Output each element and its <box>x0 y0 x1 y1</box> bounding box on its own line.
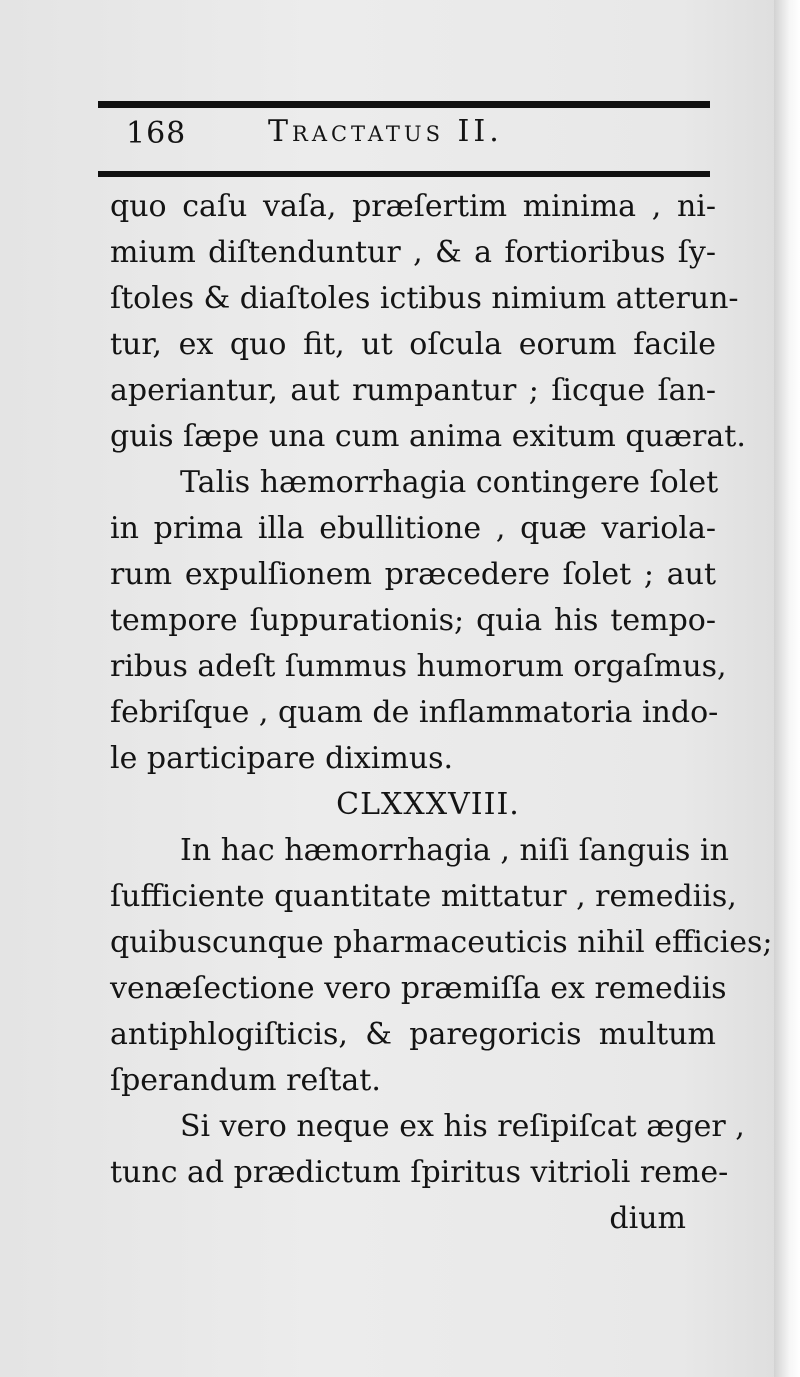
section-heading: CLXXXVIII. <box>336 787 520 822</box>
running-head-title: Tractatus II. <box>268 114 503 149</box>
text-line: quo caſu vaſa, præſertim minima , ni- <box>110 189 716 224</box>
text-line: tempore ſuppurationis; quia his tempo- <box>110 603 716 638</box>
text-line: mium diſtenduntur , & a fortioribus ſy- <box>110 235 716 270</box>
text-line: venæſectione vero præmiſſa ex remediis <box>110 971 727 1006</box>
paragraph-1 <box>110 184 746 460</box>
text-line: Si vero neque ex his reſipiſcat æger , <box>180 1109 745 1144</box>
text-line: rum expulſionem præcedere ſolet ; aut <box>110 557 716 592</box>
text-line: antiphlogiſticis, & paregoricis multum <box>110 1017 716 1052</box>
text-line: tunc ad prædictum ſpiritus vitrioli reme- <box>110 1155 729 1190</box>
paragraph-2 <box>110 460 727 782</box>
text-line: in prima illa ebullitione , quæ variola- <box>110 511 716 546</box>
text-line: le participare diximus. <box>110 741 454 776</box>
text-line: Talis hæmorrhagia contingere ſolet <box>180 465 719 500</box>
text-line: quibuscunque pharmaceuticis nihil efficies; <box>110 925 773 960</box>
text-line: ſufficiente quantitate mittatur , remediis, <box>110 879 737 914</box>
header-rule-bottom <box>98 171 710 177</box>
paragraph-4 <box>110 1104 745 1196</box>
catchword: dium <box>609 1201 686 1236</box>
body-text <box>110 184 773 1242</box>
text-line: ſtoles & diaſtoles ictibus nimium atterun- <box>110 281 739 316</box>
page-edge-shadow <box>774 0 800 1377</box>
text-line: guis ſæpe una cum anima exitum quærat. <box>110 419 746 454</box>
text-line: tur, ex quo fit, ut oſcula eorum facile <box>110 327 716 362</box>
text-line: ribus adeſt ſummus humorum orgaſmus, <box>110 649 727 684</box>
text-line: In hac hæmorrhagia , niſi ſanguis in <box>180 833 729 868</box>
header-rule-top <box>98 101 710 108</box>
paragraph-3 <box>110 828 773 1104</box>
text-line: febriſque , quam de inflammatoria indo- <box>110 695 719 730</box>
running-header <box>100 112 710 164</box>
text-line: aperiantur, aut rumpantur ; ſicque ſan- <box>110 373 716 408</box>
text-line: ſperandum reſtat. <box>110 1063 381 1098</box>
page-number: 168 <box>126 116 187 151</box>
